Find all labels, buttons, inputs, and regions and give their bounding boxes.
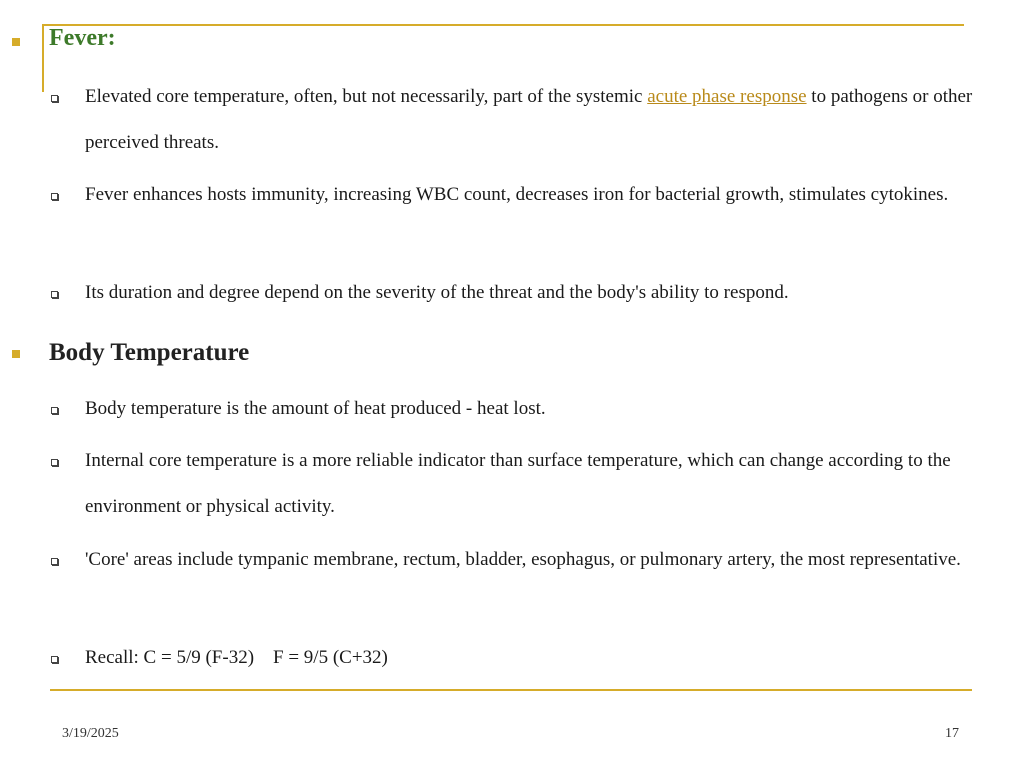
hollow-square-bullet-icon bbox=[51, 193, 58, 200]
hollow-square-bullet-icon bbox=[51, 291, 58, 298]
list-item: 'Core' areas include tympanic membrane, rectum, bladder, esophagus, or pulmonary artery, the most representative. bbox=[85, 549, 961, 570]
footer-date: 3/19/2025 bbox=[62, 726, 119, 741]
hollow-square-bullet-icon bbox=[51, 407, 58, 414]
acute-phase-response-link[interactable]: acute phase response bbox=[647, 86, 807, 107]
item-text: to pathogens or other perceived threats. bbox=[85, 86, 973, 153]
hollow-square-bullet-icon bbox=[51, 459, 58, 466]
list-item: Internal core temperature is a more reliable indicator than surface temperature, which can change according to the environment or physical activity. bbox=[85, 450, 951, 517]
page-number: 17 bbox=[945, 726, 959, 741]
list-item bbox=[85, 74, 990, 166]
list-item: Body temperature is the amount of heat produced - heat lost. bbox=[85, 398, 546, 419]
item-text: Elevated core temperature, often, but not necessarily, part of the systemic bbox=[85, 86, 648, 107]
fever-heading: Fever: bbox=[49, 25, 116, 51]
list-item: Its duration and degree depend on the severity of the threat and the body's ability to respond. bbox=[85, 282, 789, 303]
hollow-square-bullet-icon bbox=[51, 558, 58, 565]
list-item: Fever enhances hosts immunity, increasing WBC count, decreases iron for bacterial growth, stimulates cytokines. bbox=[85, 184, 949, 205]
section-bullet-icon bbox=[12, 350, 20, 358]
hollow-square-bullet-icon bbox=[51, 95, 58, 102]
body-temperature-heading: Body Temperature bbox=[49, 339, 250, 366]
top-rule bbox=[42, 24, 964, 26]
bottom-rule bbox=[50, 689, 972, 691]
list-item: Recall: C = 5/9 (F-32) F = 9/5 (C+32) bbox=[85, 647, 388, 668]
section-bullet-icon bbox=[12, 38, 20, 46]
left-rule bbox=[42, 24, 44, 92]
hollow-square-bullet-icon bbox=[51, 656, 58, 663]
